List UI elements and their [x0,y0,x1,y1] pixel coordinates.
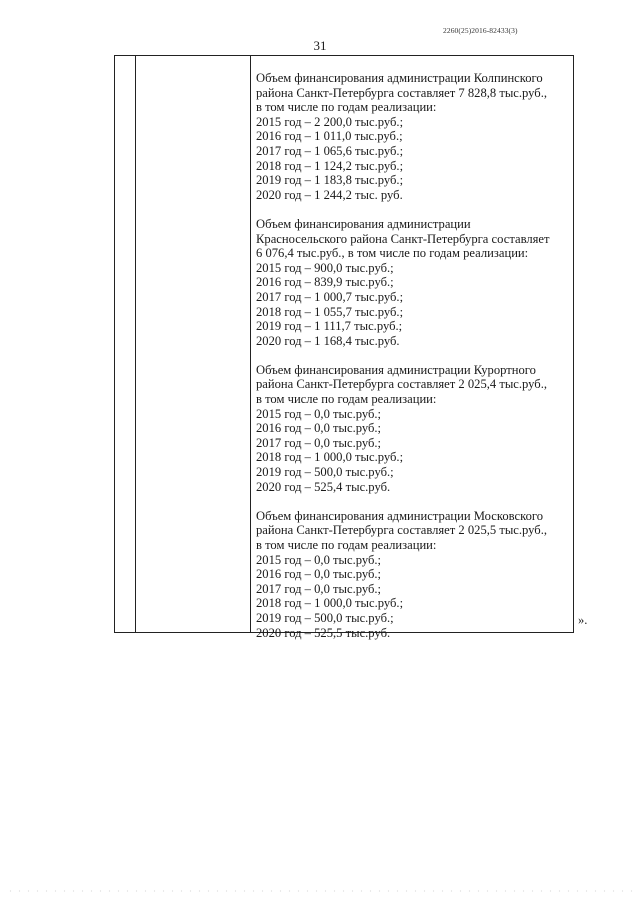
text-line: в том числе по годам реализации: [256,538,437,552]
text-line: 2017 год – 1 065,6 тыс.руб.; [256,143,404,158]
text-line: 2016 год – 0,0 тыс.руб.; [256,421,382,436]
document-code: 2260(25)2016-82433(3) [443,26,518,35]
document-table [114,55,574,640]
text-line: 2019 год – 1 111,7 тыс.руб.; [256,319,403,334]
text-line: в том числе по годам реализации: [256,392,437,407]
text-line: 2018 год – 1 124,2 тыс.руб.; [256,158,404,173]
text-line: 2016 год – 0,0 тыс.руб.; [256,567,382,582]
funding-block [256,363,586,494]
text-line: 2015 год – 2 200,0 тыс.руб.; [256,114,404,129]
closing-quote: ». [578,613,588,627]
text-line: 2019 год – 500,0 тыс.руб.; [256,465,394,480]
text-line: Объем финансирования администрации Колпинского [256,71,543,85]
text-line: 2018 год – 1 000,0 тыс.руб.; [256,596,404,611]
text-line: 2019 год – 500,0 тыс.руб.; [256,610,394,625]
text-line: Объем финансирования администрации [256,216,471,231]
text-line: 2017 год – 0,0 тыс.руб.; [256,435,382,450]
text-line: 2020 год – 1 244,2 тыс. руб. [256,187,403,202]
scan-artifacts [6,889,634,893]
text-line: 6 076,4 тыс.руб., в том числе по годам реализации: [256,246,529,261]
text-line: 2020 год – 525,4 тыс.руб. [256,479,391,494]
text-line: 2016 год – 1 011,0 тыс.руб.; [256,129,403,144]
page-number: 31 [313,38,327,53]
text-line: района Санкт-Петербурга составляет 2 025,4 тыс.руб., [256,377,548,392]
funding-block [256,217,586,348]
text-line: Объем финансирования администрации Московского [256,508,544,523]
funding-block [256,71,586,202]
text-line: 2020 год – 1 168,4 тыс.руб. [256,333,400,348]
column-divider [135,56,136,632]
text-line: 2020 год – 525,5 тыс.руб. [256,625,391,640]
text-line: Красносельского района Санкт-Петербурга составляет [256,231,550,246]
column-divider [250,56,251,632]
text-line: 2015 год – 900,0 тыс.руб.; [256,260,394,275]
table-text-cell [256,71,586,640]
text-line: Объем финансирования администрации Курортного [256,362,536,377]
text-line: 2015 год – 0,0 тыс.руб.; [256,552,382,567]
text-line: 2017 год – 1 000,7 тыс.руб.; [256,289,404,304]
text-line: района Санкт-Петербурга составляет 2 025,5 тыс.руб., [256,523,548,538]
text-line: 2015 год – 0,0 тыс.руб.; [256,406,382,421]
text-line: в том числе по годам реализации: [256,100,437,115]
funding-block [256,509,586,640]
text-line: 2016 год – 839,9 тыс.руб.; [256,275,394,290]
text-line: 2018 год – 1 055,7 тыс.руб.; [256,304,404,319]
text-line: 2018 год – 1 000,0 тыс.руб.; [256,450,404,465]
text-line: 2017 год – 0,0 тыс.руб.; [256,581,382,596]
text-line: 2019 год – 1 183,8 тыс.руб.; [256,173,404,188]
text-line: района Санкт-Петербурга составляет 7 828,8 тыс.руб., [256,85,548,100]
